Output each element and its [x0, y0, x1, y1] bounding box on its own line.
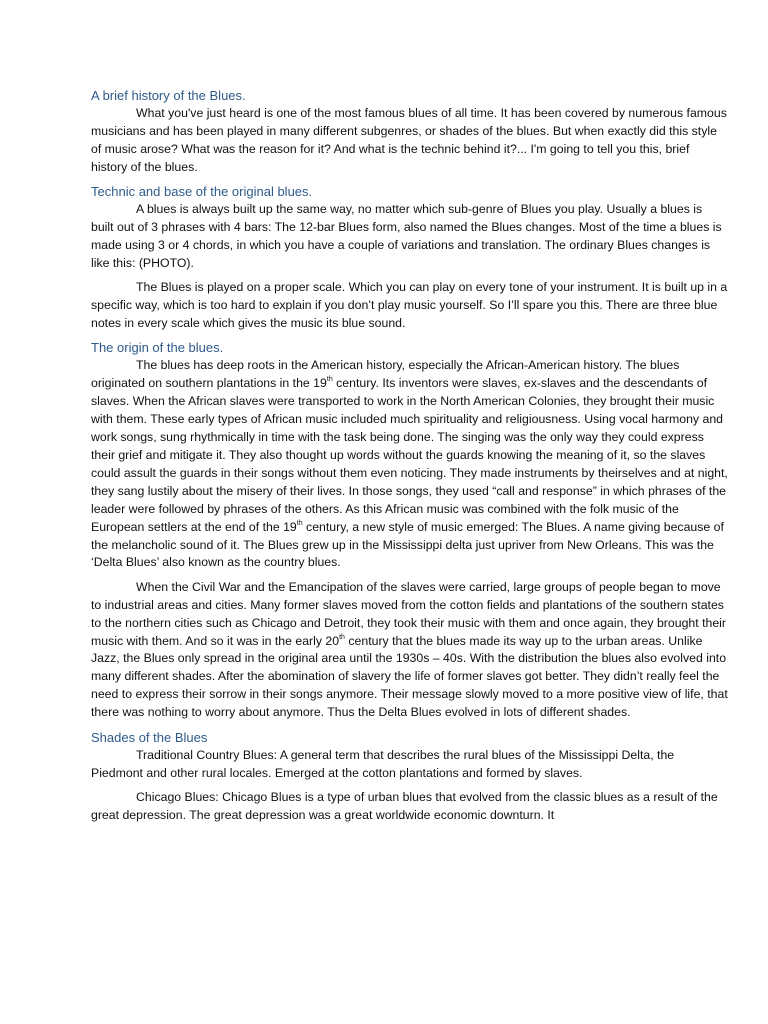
- paragraph-country-blues: Traditional Country Blues: A general term that describes the rural blues of the Mississippi Delta, the Piedmont and other rural locales. Emerged at the cotton plantations and formed by slaves.: [91, 747, 675, 780]
- superscript-th: th: [339, 633, 345, 641]
- paragraph-origin-1: [91, 357, 728, 572]
- origin-1-text-a: The blues has deep roots in the American history, especially the African-American history. The blues originated on southern plantations in the 19: [91, 358, 680, 391]
- superscript-th: th: [296, 519, 303, 527]
- origin-1-text-c: century, a new style of music emerged: The Blues. A name giving because of the melancholic sound of it. The Blues grew up in the Mississippi delta just upriver from New Orleans. This was the ‘Delta Blues’ also known as the country blues.: [91, 519, 724, 570]
- paragraph-technic-2: The Blues is played on a proper scale. Which you can play on every tone of your instrument. It is built up in a specific way, which is too hard to explain if you don’t play music yourself. So I’ll spare you this. There are three blue notes in every scale which gives the music its blue sound.: [91, 280, 728, 331]
- origin-2-text-a: When the Civil War and the Emancipation of the slaves were carried, large groups of people began to move to industrial areas and cities. Many former slaves moved from the cotton fields and plantations of the southern states to the northern cities such as Chicago and Detroit, they took their music with them and once again, they brought their music with them. And so it was in the early 20: [91, 579, 727, 648]
- heading-technic: Technic and base of the original blues.: [91, 184, 313, 200]
- heading-origin: The origin of the blues.: [91, 340, 224, 356]
- origin-1-text-b: century. Its inventors were slaves, ex-slaves and the descendants of slaves. When the African slaves were transported to work in the North American Colonies, they brought their music with them. These early types of African music included much spirituality and religiousness. Using vocal harmony and work songs, sung rhythmically in time with the task being done. The singing was the only way they could express their grief and mitigate it. They also thought up words without the guards knowing the meaning of it, so the slaves could assult the guards in their songs without them even noticing. They made instruments by theirselves and at night, they sang lustily about the misery of their lives. In those songs, they used “call and response” in which phrases of the leader were followed by phrases of the others. As this African music was combined with the folk music of the European settlers at the end of the 19: [91, 376, 728, 534]
- heading-brief-history: A brief history of the Blues.: [91, 88, 246, 103]
- paragraph-intro: What you've just heard is one of the most famous blues of all time. It has been covered by numerous famous musicians and has been played in many different subgenres, or shades of the blues. But when exactly did this style of music arose? What was the reason for it? And what is the technic behind it?... I'm going to tell you this, brief history of the blues.: [91, 106, 727, 174]
- paragraph-origin-2: [91, 579, 728, 722]
- superscript-th: th: [326, 376, 333, 384]
- paragraph-technic-1: A blues is always built up the same way, no matter which sub-genre of Blues you play. Usually a blues is built out of 3 phrases with 4 bars: The 12-bar Blues form, also named the Blues changes. Most of the time a blues is made using 3 or 4 chords, in which you have a couple of variations and translation. The ordinary Blues changes is like this: (PHOTO).: [91, 202, 722, 270]
- paragraph-chicago-blues: Chicago Blues: Chicago Blues is a type of urban blues that evolved from the classic blues as a result of the great depression. The great depression was a great worldwide economic downturn. It: [91, 789, 718, 822]
- heading-shades: Shades of the Blues: [91, 729, 208, 745]
- origin-2-text-b: century that the blues made its way up to the urban areas. Unlike Jazz, the Blues only spread in the original area until the 1930s – 40s. With the distribution the blues also evolved into many different shades. After the abomination of slavery the life of former slaves got better. They didn’t really feel the need to express their sorrow in their songs anymore. Their message slowly moved to a more positive view of life, that there was nothing to worry about anymore. Thus the Delta Blues evolved in lots of different shades.: [91, 633, 728, 720]
